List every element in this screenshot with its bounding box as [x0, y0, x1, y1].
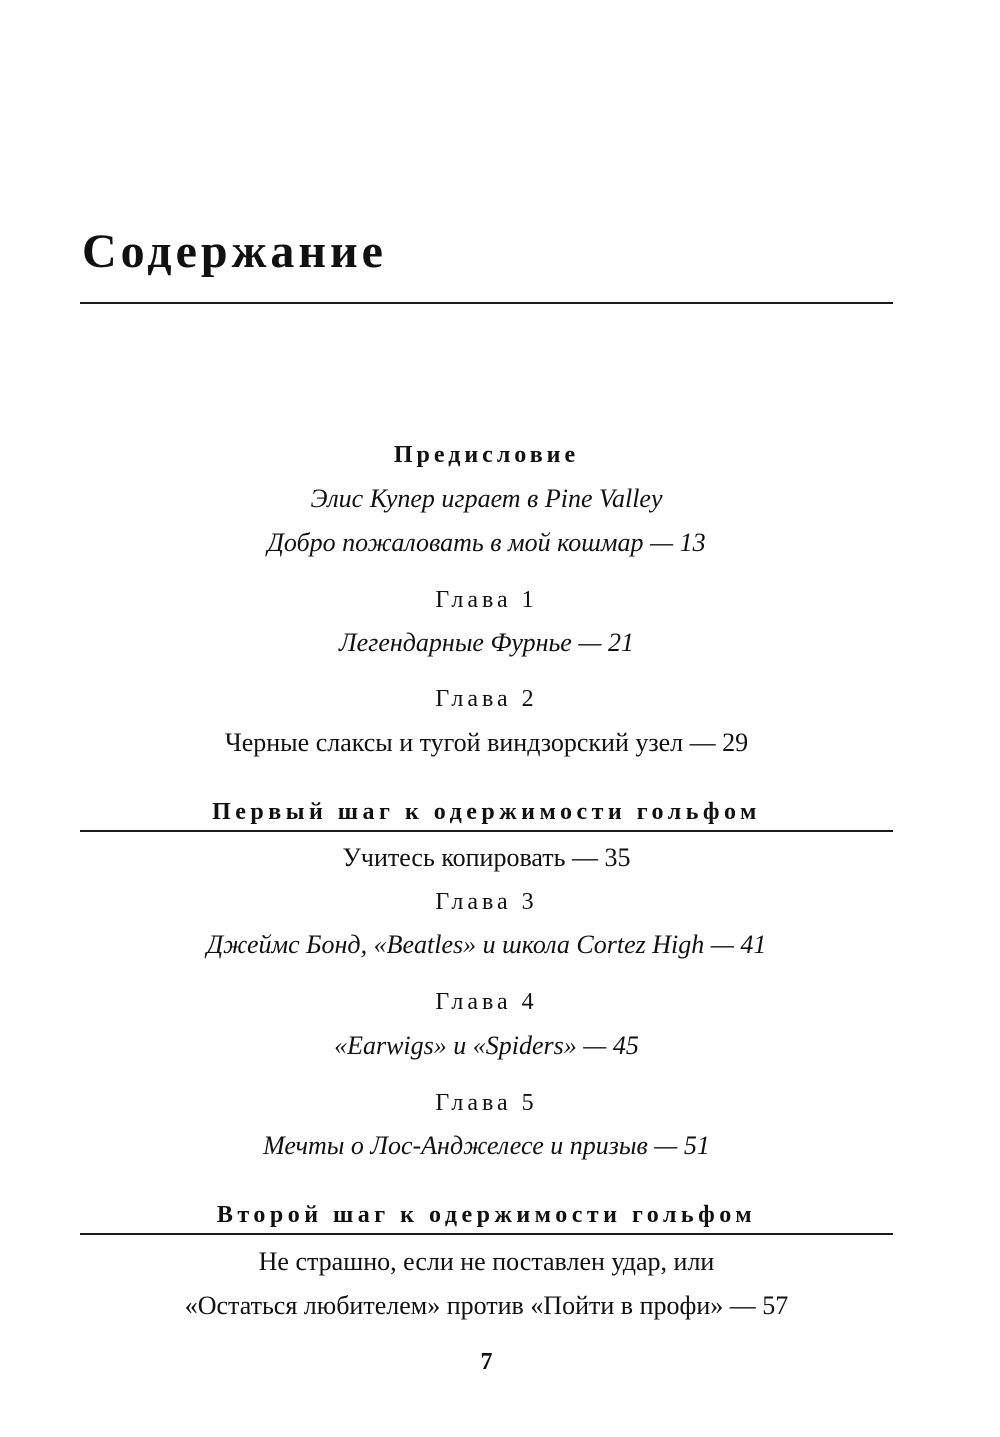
step-2-divider	[80, 1233, 893, 1235]
preface-heading: Предисловие	[393, 442, 580, 468]
step-1-entry: Учитесь копировать — 35	[342, 843, 631, 872]
step-1-divider	[80, 830, 893, 832]
chapter-3-label: Глава 3	[435, 889, 538, 915]
preface-subtitle: Элис Купер играет в Pine Valley	[310, 484, 663, 513]
chapter-4-entry: «Earwigs» и «Spiders» — 45	[334, 1031, 639, 1060]
chapter-1-entry: Легендарные Фурнье — 21	[339, 628, 634, 657]
step-2-heading: Второй шаг к одержимости гольфом	[216, 1202, 757, 1228]
chapter-4-label: Глава 4	[435, 989, 538, 1015]
step-2-entry-line-1: Не страшно, если не поставлен удар, или	[258, 1247, 715, 1276]
step-2-entry-line-2: «Остаться любителем» против «Пойти в профи» — 57	[184, 1291, 789, 1320]
title-divider	[80, 302, 893, 304]
chapter-2-label: Глава 2	[435, 686, 538, 712]
preface-entry: Добро пожаловать в мой кошмар — 13	[267, 528, 706, 557]
chapter-5-label: Глава 5	[435, 1090, 538, 1116]
step-1-heading: Первый шаг к одержимости гольфом	[212, 799, 761, 825]
chapter-2-entry: Черные слаксы и тугой виндзорский узел — 29	[224, 728, 749, 757]
page-number: 7	[480, 1349, 493, 1375]
chapter-3-entry: Джеймс Бонд, «Beatles» и школа Cortez High — 41	[206, 930, 767, 959]
page-title: Содержание	[82, 225, 387, 278]
chapter-5-entry: Мечты о Лос-Анджелесе и призыв — 51	[263, 1131, 710, 1160]
chapter-1-label: Глава 1	[435, 587, 538, 613]
